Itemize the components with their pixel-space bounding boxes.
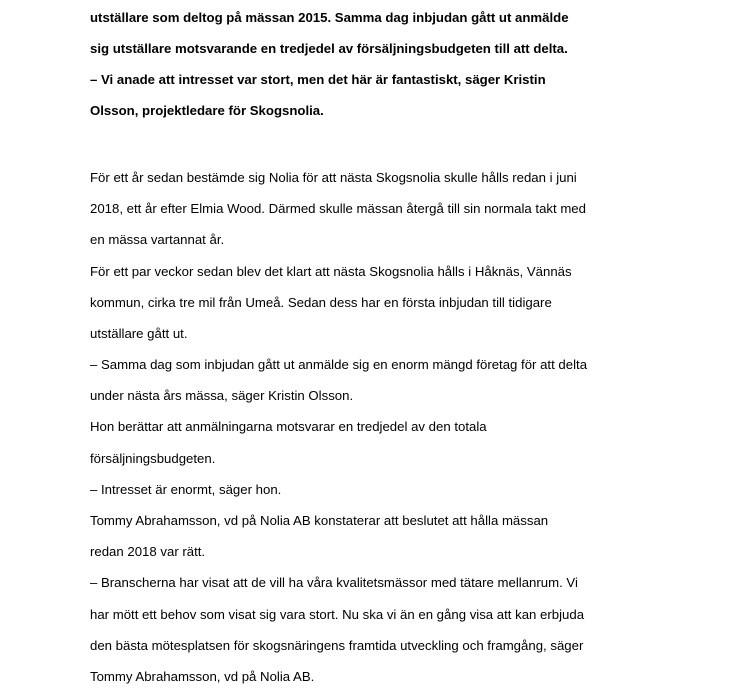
body-line: en mässa vartannat år.	[90, 232, 225, 248]
lead-paragraph	[90, 0, 730, 134]
body-line: försäljningsbudgeten.	[90, 450, 216, 466]
body-line: För ett par veckor sedan blev det klart att nästa Skogsnolia hålls i Håknäs, Vännäs	[90, 263, 572, 279]
body-line: har mött ett behov som visat sig vara stort. Nu ska vi än en gång visa att kan erbjuda	[90, 606, 585, 622]
body-line: – Intresset är enormt, säger hon.	[90, 481, 282, 497]
body-line: 2018, ett år efter Elmia Wood. Därmed skulle mässan återgå till sin normala takt med	[90, 201, 586, 217]
lead-line: – Vi anade att intresset var stort, men det här är fantastiskt, säger Kristin	[90, 71, 546, 87]
lead-line: Olsson, projektledare för Skogsnolia.	[90, 103, 324, 119]
body-line: kommun, cirka tre mil från Umeå. Sedan dess har en första inbjudan till tidigare	[90, 294, 552, 310]
body-line: För ett år sedan bestämde sig Nolia för att nästa Skogsnolia skulle hålls redan i juni	[90, 169, 577, 185]
body-line: redan 2018 var rätt.	[90, 544, 206, 560]
body-line: Hon berättar att anmälningarna motsvarar en tredjedel av den totala	[90, 419, 487, 435]
body-line: under nästa års mässa, säger Kristin Olsson.	[90, 388, 354, 404]
lead-line: sig utställare motsvarande en tredjedel av försäljningsbudgeten till att delta.	[90, 40, 568, 56]
body-line: den bästa mötesplatsen för skogsnäringens framtida utveckling och framgång, säger	[90, 637, 584, 653]
body-line: utställare gått ut.	[90, 325, 188, 341]
body-paragraphs	[90, 154, 730, 700]
lead-line: utställare som deltog på mässan 2015. Samma dag inbjudan gått ut anmälde	[90, 9, 569, 25]
paragraph-spacer	[90, 134, 730, 154]
body-line: – Samma dag som inbjudan gått ut anmälde sig en enorm mängd företag för att delta	[90, 357, 588, 373]
document-page	[90, 0, 730, 700]
body-line: Tommy Abrahamsson, vd på Nolia AB.	[90, 668, 315, 684]
body-line: – Branscherna har visat att de vill ha våra kvalitetsmässor med tätare mellanrum. Vi	[90, 575, 578, 591]
body-line: Tommy Abrahamsson, vd på Nolia AB konstaterar att beslutet att hålla mässan	[90, 513, 549, 528]
